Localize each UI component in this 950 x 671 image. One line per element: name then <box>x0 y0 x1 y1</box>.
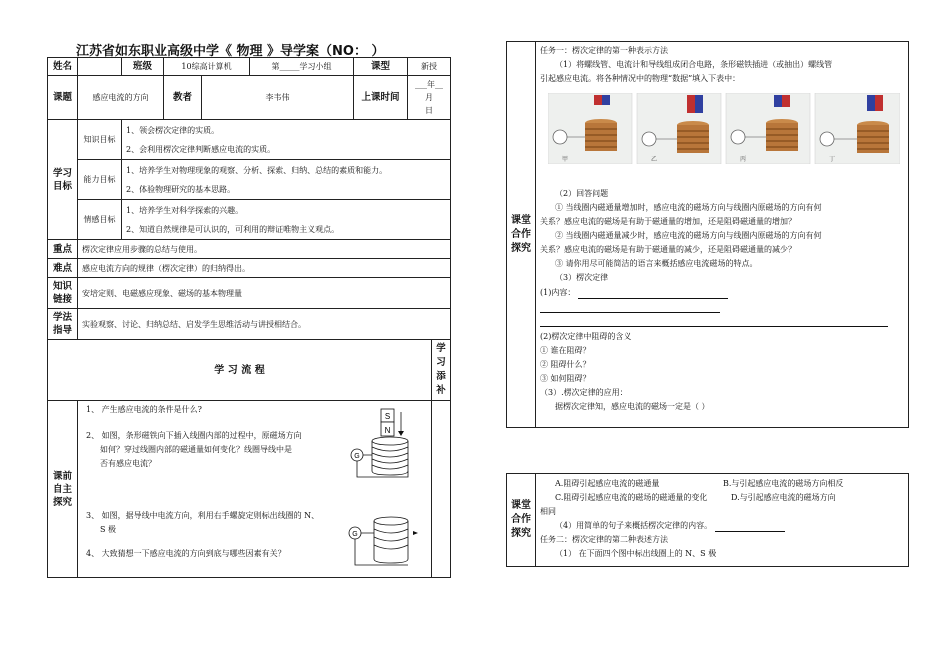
cooperate-box <box>506 41 909 428</box>
content-label: (1)内容： <box>540 286 728 299</box>
experiment-photos <box>548 93 900 164</box>
cooperate-label: 课堂合作探究 <box>507 42 536 427</box>
galvanometer-2-text: G <box>352 531 358 538</box>
option-a: A.阻碍引起感应电流的磁通量 <box>555 479 660 488</box>
block-how: ③ 如何阻碍？ <box>540 374 591 383</box>
class-value: 10综高计算机 <box>164 58 250 76</box>
caption-bing: 丙 <box>740 156 747 163</box>
link-value: 安培定则、电磁感应现象、磁场的基本物理量 <box>78 278 451 309</box>
experiment-photo-strip <box>548 93 900 164</box>
photo-jia <box>548 93 632 164</box>
ability-label: 能力目标 <box>78 160 122 200</box>
flow-title: 学 习 流 程 <box>48 340 432 401</box>
task2-title: 任务二：楞次定律的第二种表述方法 <box>540 535 668 544</box>
topic-label: 课题 <box>48 76 78 120</box>
answer-1a: ① 当线圈内磁通量增加时，感应电流的磁场方向与线圈内原磁场的方向有何 <box>555 203 822 212</box>
current-arrow <box>413 531 418 535</box>
group-value: 第_____学习小组 <box>250 58 354 76</box>
photo-yi <box>637 93 721 164</box>
apply-title: （3）.楞次定律的应用： <box>540 388 628 397</box>
preview-q2-line3: 否有感应电流？ <box>100 459 156 468</box>
answer-1b: 关系？感应电流的磁场是有助于磁通量的增加，还是阻碍磁通量的增加？ <box>540 217 796 226</box>
preview-cell <box>78 401 432 578</box>
coil-current-figure <box>343 511 433 567</box>
type-value: 新授 <box>408 58 451 76</box>
block-title: (2)楞次定律中阻碍的含义 <box>540 332 632 341</box>
coil-2 <box>374 517 408 525</box>
option-c: C.阻碍引起感应电流的磁场的磁通量的变化 <box>555 493 708 502</box>
preview-q2-line2: 如何？穿过线圈内部的磁通量如何变化？线圈导线中是 <box>100 445 292 454</box>
option-b: B.与引起感应电流的磁场方向相反 <box>723 479 844 488</box>
guide-table <box>47 57 451 578</box>
method-value: 实验观察、讨论、归纳总结、启发学生思维活动与讲授相结合。 <box>78 309 451 340</box>
teacher-label: 教者 <box>164 76 202 120</box>
preview-q4: 4、 大致猜想一下感应电流的方向到底与哪些因素有关？ <box>86 549 286 558</box>
caption-jia: 甲 <box>562 156 569 163</box>
coil <box>372 437 408 445</box>
caption-ding: 丁 <box>829 156 836 163</box>
preview-q2-line1: 2、 如图，条形磁铁向下插入线圈内部的过程中，原磁场方向 <box>86 431 302 440</box>
topic-value: 感应电流的方向 <box>78 76 164 120</box>
task1-desc-2: 引起感应电流。将各种情况中的物理“数据”填入下表中： <box>540 74 741 83</box>
method-label: 学法指导 <box>48 309 78 340</box>
photo-bing <box>726 93 810 164</box>
ability-items: 1、培养学生对物理现象的观察、分析、探索、归纳、总结的素质和能力。 2、体验物理研究的基本思路。 <box>122 160 451 200</box>
cooperate-content-2 <box>535 474 908 566</box>
name-value[interactable] <box>78 58 122 76</box>
q4-blank[interactable] <box>715 521 785 532</box>
q4-summary: （4）用简单的句子来概括楞次定律的内容。 <box>555 519 785 532</box>
option-d: D.与引起感应电流的磁场方向 <box>731 493 836 502</box>
preview-q1: 1、 产生感应电流的条件是什么? <box>86 405 202 414</box>
preview-q3-line2: S 极 <box>100 525 117 534</box>
caption-yi: 乙 <box>651 156 658 163</box>
key-value: 楞次定律应用步骤的总结与使用。 <box>78 240 451 259</box>
magnet-coil-figure <box>348 407 433 482</box>
answer-3: ③ 请你用尽可能简洁的语言来概括感应电流磁场的特点。 <box>555 259 758 268</box>
block-what: ② 阻碍什么？ <box>540 360 591 369</box>
answer-title: （2）回答问题 <box>555 189 609 198</box>
magnet-n-text: N <box>384 426 391 435</box>
preview-supplement <box>432 401 451 578</box>
answer-2a: ② 当线圈内磁通量减少时，感应电流的磁场方向与线圈内原磁场的方向有何 <box>555 231 822 240</box>
type-label: 课型 <box>354 58 408 76</box>
task1-desc-1: （1）将螺线管、电流计和导线组成闭合电路，条形磁铁插进（或抽出）螺线管 <box>555 60 833 69</box>
knowledge-label: 知识目标 <box>78 120 122 160</box>
galvanometer-text: G <box>354 453 360 460</box>
teacher-value: 李韦伟 <box>202 76 354 120</box>
difficulty-value: 感应电流方向的规律（楞次定律）的归纳得出。 <box>78 259 451 278</box>
magnet-s-text: S <box>384 412 391 421</box>
time-value: ___年__月 日 <box>408 76 451 120</box>
answer-2b: 关系？感应电流的磁场是有助于磁通量的减少，还是阻碍磁通量的减少？ <box>540 245 796 254</box>
knowledge-items: 1、领会楞次定律的实质。 2、会利用楞次定律判断感应电流的实质。 <box>122 120 451 160</box>
preview-q3-line1: 3、 如图，据导线中电流方向，利用右手螺旋定则标出线圈的 N、 <box>86 511 320 520</box>
name-label: 姓名 <box>48 58 78 76</box>
lenz-title: （3）楞次定律 <box>555 273 609 282</box>
cooperate-label-2: 课堂合作探究 <box>507 474 536 566</box>
class-label: 班级 <box>122 58 164 76</box>
difficulty-label: 难点 <box>48 259 78 278</box>
content-blank[interactable] <box>578 288 728 299</box>
supplement-label: 学习添补 <box>432 340 451 401</box>
apply-question: 据楞次定律知，感应电流的磁场一定是（ ） <box>555 402 710 411</box>
emotion-items: 1、培养学生对科学探索的兴趣。 2、知道自然规律是可认识的，可利用的辩证唯物主义观点。 <box>122 200 451 240</box>
option-d-cont: 相同 <box>540 507 556 516</box>
cooperate-content <box>535 42 908 427</box>
content-blank-3[interactable] <box>540 326 888 327</box>
task2-question: （1） 在下面四个图中标出线圈上的 N、S 极 <box>555 549 717 558</box>
key-label: 重点 <box>48 240 78 259</box>
task1-title: 任务一：楞次定律的第一种表示方法 <box>540 46 668 55</box>
block-who: ① 谁在阻碍？ <box>540 346 591 355</box>
emotion-label: 情感目标 <box>78 200 122 240</box>
preview-label: 课前自主探究 <box>48 401 78 578</box>
link-label: 知识链接 <box>48 278 78 309</box>
content-blank-2[interactable] <box>540 312 720 313</box>
photo-ding <box>815 93 900 164</box>
doc-title: 江苏省如东职业高级中学《 物理 》导学案（NO： ） <box>76 44 385 59</box>
objectives-label: 学习目标 <box>48 120 78 240</box>
cooperate-box-2 <box>506 473 909 567</box>
time-label: 上课时间 <box>354 76 408 120</box>
